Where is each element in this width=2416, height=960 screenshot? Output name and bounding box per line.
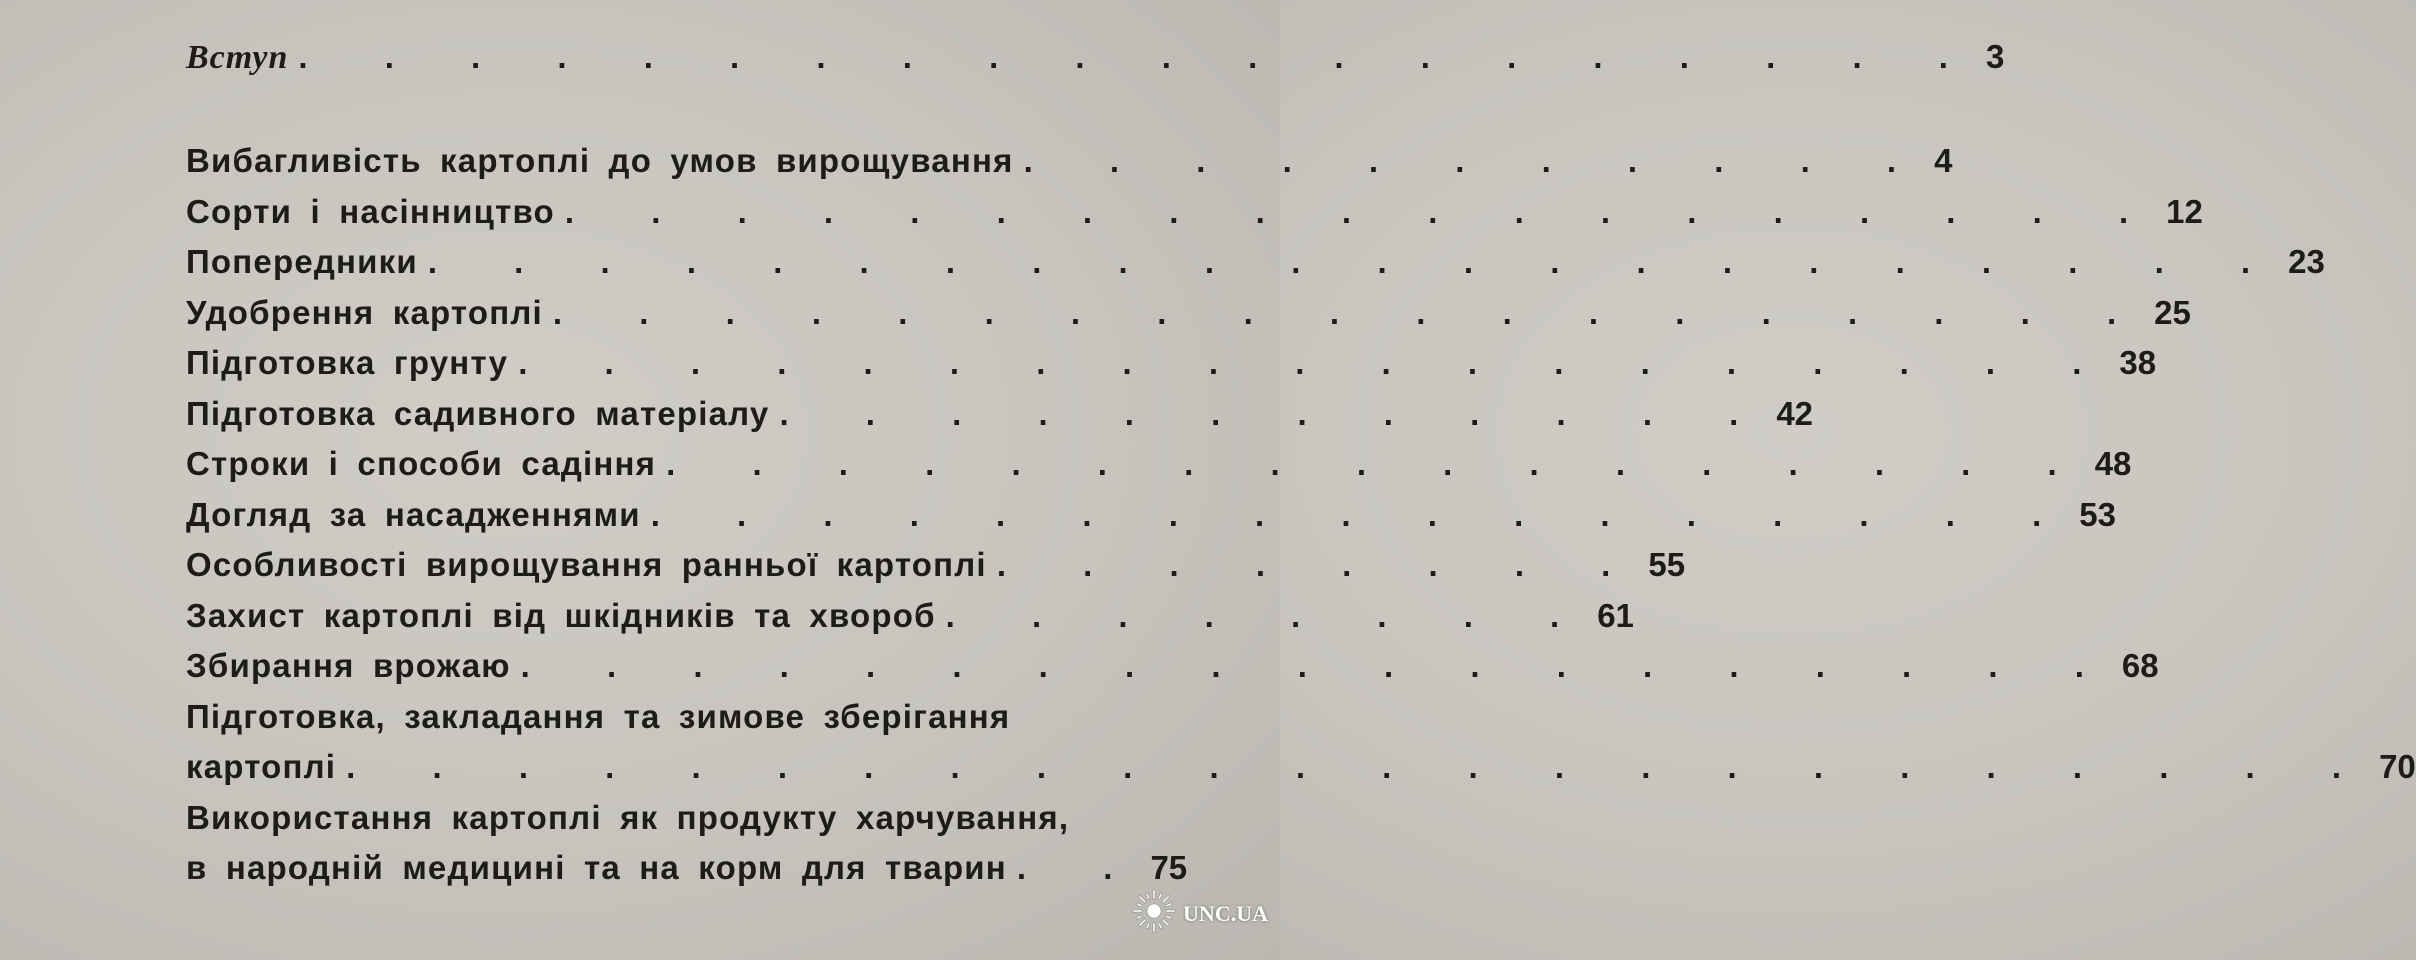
toc-page-number: 4 — [1934, 142, 1953, 179]
toc-entry-title: Вибагливість картоплі до умов вирощування — [186, 142, 1014, 179]
toc-page-number: 12 — [2166, 192, 2203, 230]
toc-entry-usage-line1: Використання картоплі як продукту харчування, — [186, 798, 1070, 836]
toc-entry-intro — [186, 38, 2005, 88]
toc-page-number: 68 — [2121, 647, 2159, 684]
toc-entry-storage — [186, 748, 2416, 799]
toc-page-number: 55 — [1648, 546, 1686, 583]
toc-entry — [186, 647, 2159, 698]
dot-leader: . . . . . . . . . . . . . . . . . — [666, 445, 2087, 482]
dot-leader: . . . . . . . . . . . . . . . . . . . — [564, 192, 2159, 230]
toc-entry-storage-line1: Підготовка, закладання та зимове зберігання — [186, 697, 1011, 735]
dot-leader: . . . . . . . . . . . . — [779, 394, 1769, 432]
dot-leader: . . . . . . . . . . . . . . . . . . . . . . — [427, 243, 2281, 280]
dot-leader: . . — [1016, 849, 1143, 886]
toc-entry-title: Підготовка грунту — [186, 344, 509, 381]
toc-page-number: 25 — [2154, 293, 2191, 331]
toc-entry — [186, 394, 1814, 446]
toc-page-number: 70 — [2379, 748, 2416, 785]
toc-page-number: 48 — [2094, 445, 2132, 482]
dot-leader: . . . . . . . . . . . — [1023, 142, 1927, 179]
toc-entry — [186, 344, 2157, 395]
toc-entry — [186, 142, 1953, 193]
toc-entry — [186, 192, 2203, 244]
dot-leader: . . . . . . . . . . . . . . . . . . . — [520, 647, 2114, 684]
dot-leader: . . . . . . . . . . . . . . . . . — [650, 495, 2072, 533]
toc-entry-title: в народній медицині та на корм для тварин — [186, 849, 1007, 886]
toc-entry-title: Попередники — [186, 243, 418, 280]
dot-leader: . . . . . . . . . . . . . . . . . . . . — [298, 38, 1978, 75]
dot-leader: . . . . . . . . . . . . . . . . . . . — [552, 293, 2147, 331]
toc-entry-title: Підготовка садивного матеріалу — [186, 394, 770, 432]
toc-page-number: 61 — [1597, 596, 1634, 634]
toc-entry-title: Вступ — [186, 39, 289, 76]
sun-logo-icon — [1131, 888, 1177, 940]
toc-page-number: 53 — [2079, 495, 2116, 533]
toc-entry-title: Особливості вирощування ранньої картоплі — [186, 546, 987, 583]
toc-entry-title: картоплі — [186, 748, 337, 785]
toc-entry — [186, 445, 2132, 496]
dot-leader: . . . . . . . . — [945, 596, 1590, 634]
toc-entry — [186, 596, 1634, 648]
toc-entry — [186, 293, 2191, 345]
toc-entry-title: Удобрення картоплі — [186, 293, 543, 331]
toc-page-number: 42 — [1776, 394, 1814, 432]
toc-page-number: 23 — [2288, 243, 2325, 280]
toc-entry — [186, 495, 2116, 547]
table-of-contents — [186, 38, 2416, 900]
toc-entry-title: Збирання врожаю — [186, 647, 511, 684]
toc-entry — [186, 546, 1686, 597]
toc-entry-title: Догляд за насадженнями — [186, 495, 641, 533]
toc-entry-usage — [186, 849, 1188, 900]
watermark-text: UNC.UA — [1183, 901, 1268, 926]
toc-entry-title: Строки і способи садіння — [186, 445, 657, 482]
toc-page-number: 75 — [1150, 849, 1188, 886]
toc-page-number: 3 — [1985, 38, 2005, 75]
toc-entry — [186, 243, 2325, 294]
dot-leader: . . . . . . . . — [996, 546, 1641, 583]
toc-entry-title: Сорти і насінництво — [186, 192, 555, 230]
dot-leader: . . . . . . . . . . . . . . . . . . . — [518, 344, 2112, 381]
toc-page-number: 38 — [2119, 344, 2157, 381]
watermark — [1131, 888, 1268, 940]
toc-entry-title: Захист картоплі від шкідників та хвороб — [186, 596, 936, 634]
dot-leader: . . . . . . . . . . . . . . . . . . . . . . . . — [346, 748, 2372, 785]
